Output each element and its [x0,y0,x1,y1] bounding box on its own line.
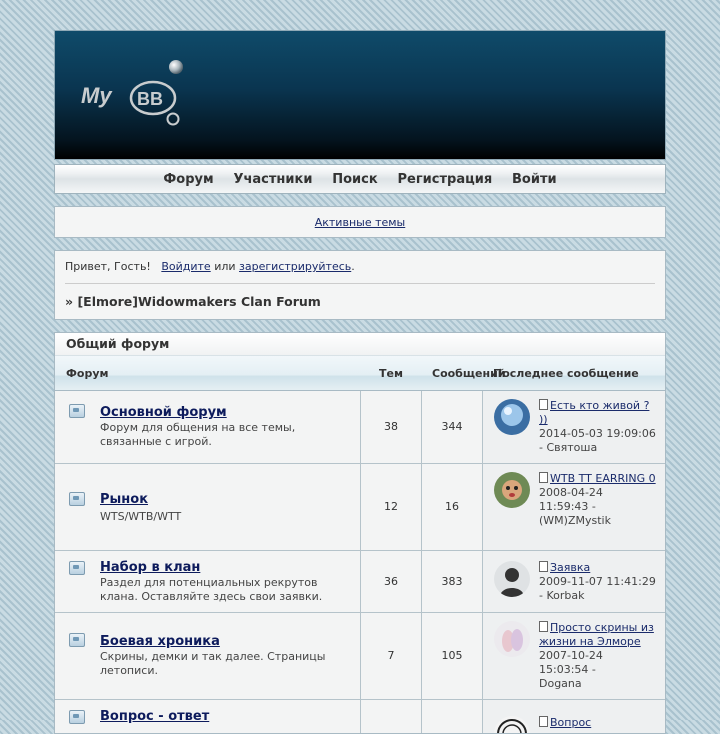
forum-info [55,551,360,612]
topics-cell [360,391,421,463]
last-post-link[interactable]: WTB TT EARRING 0 [550,472,656,485]
last-post-info [494,621,657,691]
posts-cell [421,613,482,699]
topics-cell [360,613,421,699]
forum-status-icon [69,561,85,575]
or-text: или [214,260,236,273]
last-post-meta: 2008-04-24 11:59:43 - (WM)ZMystik [539,486,611,527]
welcome-box [54,250,666,320]
post-icon [539,399,548,410]
last-post-cell [482,464,665,550]
last-post-link[interactable]: Вопрос [550,716,592,729]
breadcrumb [65,284,655,320]
register-link[interactable]: зарегистрируйтесь [239,260,352,273]
svg-text:BB: BB [137,89,163,109]
forum-status-icon [69,492,85,506]
last-post-info [494,561,657,603]
forum-row [55,391,665,464]
svg-text:My: My [81,83,112,108]
post-icon [539,716,548,727]
last-post-cell [482,613,665,699]
topics-cell [360,700,421,734]
topics-count: 36 [384,575,398,588]
post-icon [539,472,548,483]
page-wrapper [54,30,666,734]
forum-title-link[interactable]: Основной форум [100,405,227,420]
last-post-info [494,399,657,455]
last-post-meta: 2014-05-03 19:09:06 - Святоша [539,427,656,454]
forum-status-icon [69,710,85,724]
col-forum: Форум [66,367,109,380]
posts-count: 344 [441,420,463,433]
forum-info [55,391,360,463]
posts-count: 383 [441,575,463,588]
col-last-post: Последнее сообщение [493,367,639,380]
last-post-link[interactable]: Просто скрины из жизни на Элморе [539,621,654,648]
posts-cell [421,551,482,612]
main-nav [54,164,666,194]
last-post-meta: 2009-11-07 11:41:29 - Korbak [539,575,656,602]
posts-cell [421,700,482,734]
header-banner [54,30,666,160]
nav-search[interactable]: Поиск [332,172,378,187]
forum-title-link[interactable]: Набор в клан [100,560,201,575]
forum-info [55,613,360,699]
posts-count: 105 [441,649,463,662]
category-title[interactable]: Общий форум [55,333,665,356]
topics-count: 12 [384,500,398,513]
last-post-link[interactable]: Есть кто живой ? )) [539,399,650,426]
posts-cell [421,464,482,550]
last-post-cell [482,551,665,612]
last-post-cell [482,700,665,734]
forum-description: Скрины, демки и так далее. Страницы летописи. [100,650,326,677]
forum-status-icon [69,633,85,647]
forum-status-icon [69,404,85,418]
breadcrumb-board[interactable]: [Elmore]Widowmakers Clan Forum [77,294,321,309]
forum-title-link[interactable]: Вопрос - ответ [100,709,210,724]
topics-count: 7 [387,649,395,662]
breadcrumb-separator: » [65,294,74,309]
welcome-line [65,251,655,284]
col-posts: Сообщений [432,367,506,380]
posts-count: 16 [445,500,459,513]
active-topics-link[interactable]: Активные темы [314,216,406,229]
last-post-meta: 2007-10-24 15:03:54 - Dogana [539,649,603,690]
forum-row [55,700,665,734]
forum-info [55,464,360,550]
nav-forum[interactable]: Форум [163,172,214,187]
welcome-dot: . [351,260,355,273]
login-link[interactable]: Войдите [161,260,211,273]
nav-members[interactable]: Участники [233,172,313,187]
guest-greeting: Привет, Гость! [65,260,151,273]
forum-row [55,551,665,613]
forum-category [54,332,666,734]
forum-description: Раздел для потенциальных рекрутов клана. Оставляйте здесь свои заявки. [100,576,323,603]
last-post-info [494,472,657,528]
forum-description: WTS/WTB/WTT [100,510,182,523]
topics-count: 38 [384,420,398,433]
forum-row [55,613,665,700]
forum-title-link[interactable]: Рынок [100,492,149,507]
forum-title-link[interactable]: Боевая хроника [100,634,220,649]
last-post-info [494,716,657,730]
col-topics: Тем [379,367,403,380]
topics-cell [360,464,421,550]
post-icon [539,561,548,572]
forum-row [55,464,665,551]
last-post-link[interactable]: Заявка [550,561,591,574]
forum-description: Форум для общения на все темы, связанные с игрой. [100,421,296,448]
quick-links [54,206,666,238]
forum-info [55,700,360,734]
topics-cell [360,551,421,612]
last-post-cell [482,391,665,463]
mybb-logo[interactable] [79,53,199,133]
posts-cell [421,391,482,463]
nav-login[interactable]: Войти [512,172,557,187]
nav-register[interactable]: Регистрация [397,172,493,187]
post-icon [539,621,548,632]
column-headers [55,356,665,391]
